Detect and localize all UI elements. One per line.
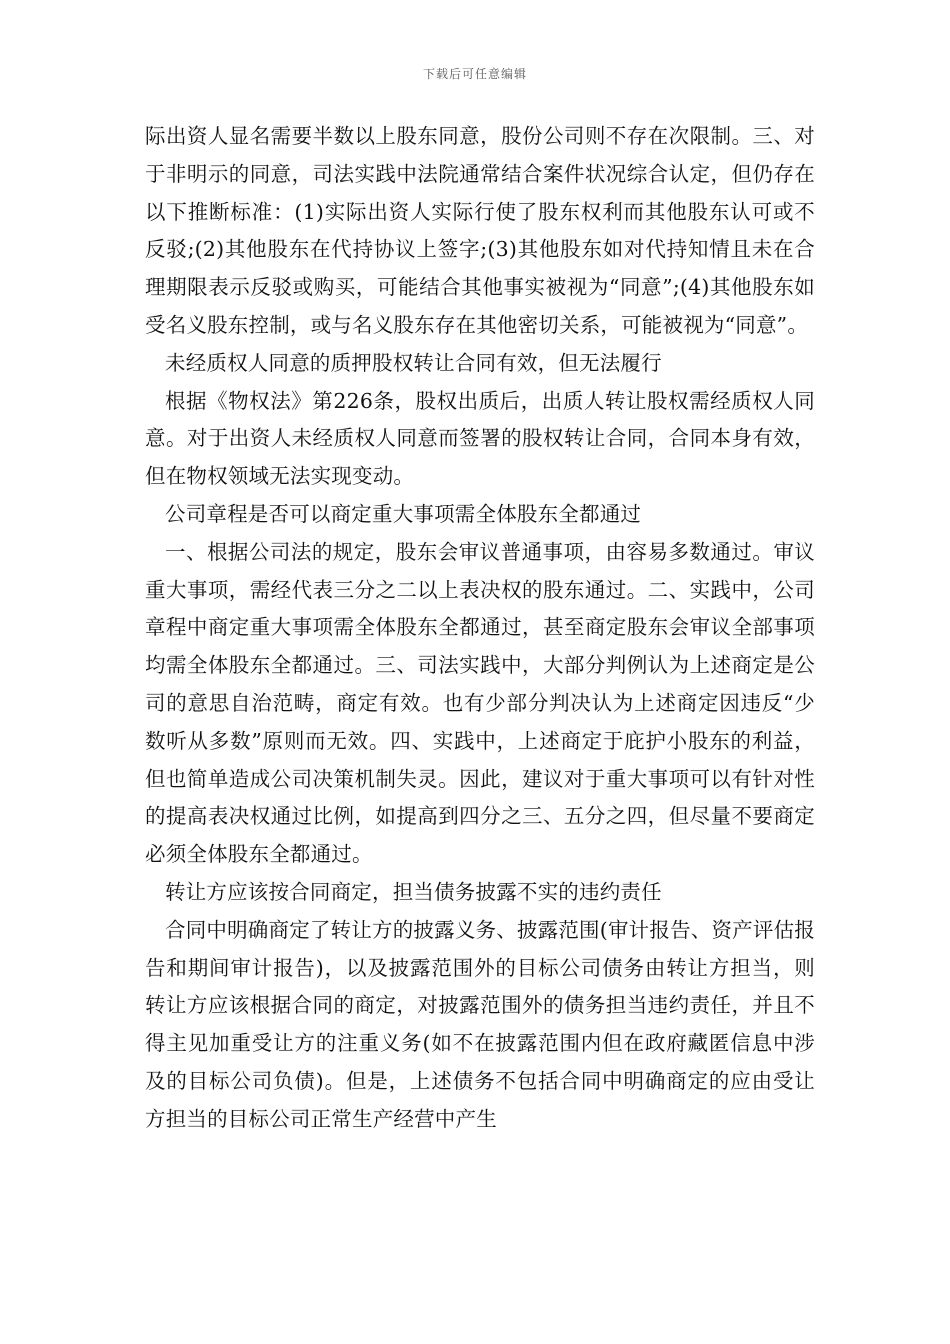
section-heading-debt-disclosure: 转让方应该按合同商定，担当债务披露不实的违约责任 <box>165 879 662 904</box>
paragraph-articles-unanimous: 一、根据公司法的规定，股东会审议普通事项，由容易多数通过。审议重大事项，需经代表三分之二以上表决权的股东通过。二、实践中，公司章程中商定重大事项需全体股东全都通过，甚至商定股东会审议全部事项均需全体股东全都通过。三、司法实践中，大部分判例认为上述商定是公司的意思自治范畴，商定有效。也有少部分判决认为上述商定因违反“少数听从多数”原则而无效。四、实践中，上述商定于庇护小股东的利益，但也简单造成公司决策机制失灵。因此，建议对于重大事项可以有针对性的提高表决权通过比例，如提高到四分之三、五分之四，但尽量不要商定必须全体股东全都通过。 <box>145 539 815 867</box>
paragraph-shareholder-consent: 际出资人显名需要半数以上股东同意，股份公司则不存在次限制。三、对于非明示的同意，司法实践中法院通常结合案件状况综合认定，但仍存在以下推断标准：(1)实际出资人实际行使了股东权利而其他股东认可或不反驳;(2)其他股东在代持协议上签字;(3)其他股东如对代持知情且未在合理期限表示反驳或购买，可能结合其他事实被视为“同意”;(4)其他股东如受名义股东控制，或与名义股东存在其他密切关系，可能被视为“同意”。 <box>145 124 815 337</box>
paragraph-pledged-equity: 根据《物权法》第226条，股权出质后，出质人转让股权需经质权人同意。对于出资人未经质权人同意而签署的股权转让合同，合同本身有效，但在物权领域无法实现变动。 <box>145 388 815 489</box>
document-body <box>145 118 815 1139</box>
section-heading-pledged-equity: 未经质权人同意的质押股权转让合同有效，但无法履行 <box>165 350 662 375</box>
section-heading-articles-unanimous: 公司章程是否可以商定重大事项需全体股东全都通过 <box>165 501 642 526</box>
paragraph-debt-disclosure: 合同中明确商定了转让方的披露义务、披露范围(审计报告、资产评估报告和期间审计报告)，以及披露范围外的目标公司债务由转让方担当，则转让方应该根据合同的商定，对披露范围外的债务担当违约责任，并且不得主见加重受让方的注重义务(如不在披露范围内但在政府藏匿信息中涉及的目标公司负债)。但是，上述债务不包括合同中明确商定的应由受让方担当的目标公司正常生产经营中产生 <box>145 917 815 1131</box>
page-header: 下载后可任意编辑 <box>422 67 527 81</box>
